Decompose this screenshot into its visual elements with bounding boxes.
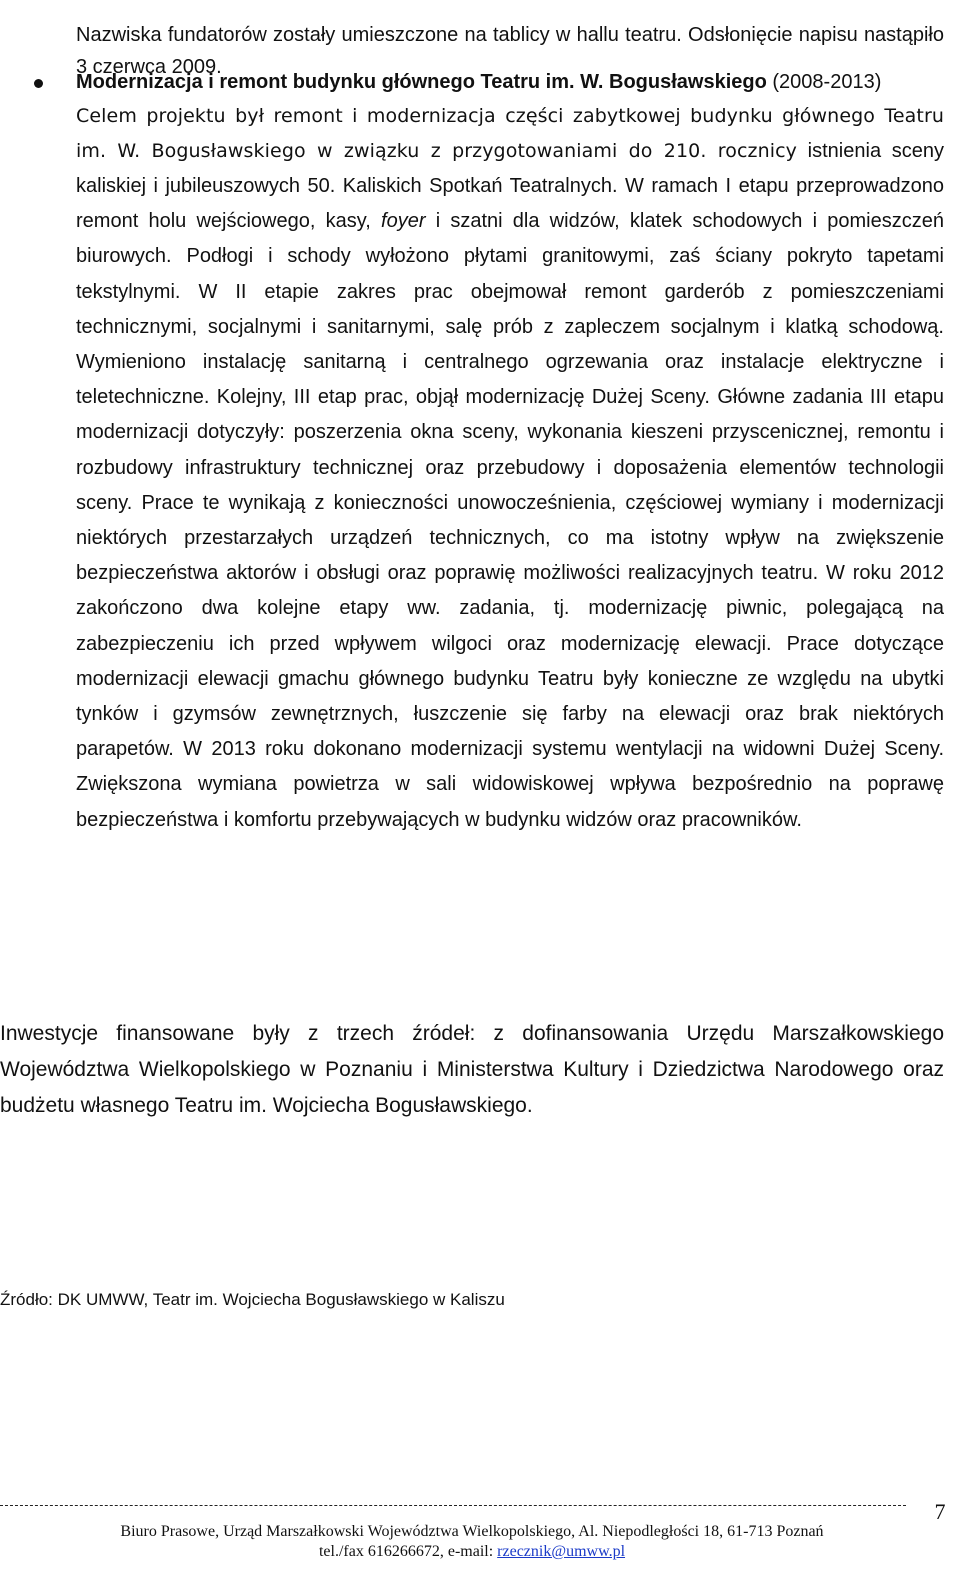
footer-contact — [0, 1542, 944, 1562]
page-number: 7 — [934, 1499, 946, 1524]
footer-email-link[interactable]: rzecznik@umww.pl — [497, 1543, 626, 1560]
footer-contact-label: tel./fax 616266672, e-mail: — [318, 1543, 498, 1560]
bullet-body-part1: istnienia sceny kaliskiej i jubileuszowych 50. Kaliskich Spotkań Teatralnych. W ramach I etapu przeprowadzono remont holu wejściowego, kasy, — [76, 139, 944, 233]
source-note: Źródło: DK UMWW, Teatr im. Wojciecha Bogusławskiego w Kaliszu — [0, 1290, 505, 1309]
bullet-heading-years: (2008-2013) — [766, 71, 882, 93]
bullet-body-intro: Celem projektu był remont i modernizacja części zabytkowej budynku głównego Teatru im. W. Bogusławskiego w związku z przygotowaniami do 210. rocznicy — [76, 104, 944, 162]
investment-paragraph: Inwestycje finansowane były z trzech źródeł: z dofinansowania Urzędu Marszałkowskiego Województwa Wielkopolskiego w Poznaniu i Ministerstwa Kultury i Dziedzictwa Narodowego oraz budżetu własnego Teatru im. Wojciecha Bogusławskiego. — [0, 1022, 944, 1117]
bullet-list-item — [76, 67, 944, 838]
bullet-heading-bold: Modernizacja i remont budynku głównego Teatru im. W. Bogusławskiego — [76, 71, 767, 93]
bullet-body-paragraph — [76, 99, 944, 838]
bullet-body-italic: foyer — [381, 210, 426, 233]
bullet-heading — [76, 67, 944, 99]
bullet-point-icon — [34, 79, 43, 88]
bullet-body-part2: i szatni dla widzów, klatek schodowych i pomieszczeń biurowych. Podłogi i schody wyłożono płytami granitowymi, zaś ściany pokryto tapetami tekstylnymi. W II etapie zakres prac obejmował remont garderób z pomieszczeniami technicznymi, socjalnymi i sanitarnymi, salę prób z zapleczem socjalnym i klatką schodową. Wymieniono instalację sanitarną i centralnego ogrzewania oraz instalacje elektryczne i teletechniczne. Kolejny, III etap prac, objął modernizację Dużej Sceny. Główne zadania III etapu modernizacji dotyczyły: poszerzenia okna sceny, wykonania kieszeni przyscenicznej, remontu i rozbudowy infrastruktury technicznej oraz przebudowy i doposażenia elementów technologii sceny. Prace te wynikają z konieczności unowocześnienia, częściowej wymiany i modernizacji niektórych przestarzałych urządzeń technicznych, co ma istotny wpływ na zwiększenie bezpieczeństwa aktorów i obsługi oraz poprawię możliwości realizacyjnych teatru. W roku 2012 zakończono dwa kolejne etapy ww. zadania, tj. modernizację piwnic, polegającą na zabezpieczeniu ich przed wpływem wilgoci oraz modernizację elewacji. Prace dotyczące modernizacji elewacji gmachu głównego budynku Teatru były konieczne ze względu na ubytki tynków i gzymsów zewnętrznych, łuszczenie się farby na elewacji oraz brak niektórych parapetów. W 2013 roku dokonano modernizacji systemu wentylacji na widowni Dużej Sceny. Zwiększona wymiana powietrza w sali widowiskowej wpływa bezpośrednio na poprawę bezpieczeństwa i komfortu przebywających w budynku widzów oraz pracowników. — [76, 210, 944, 831]
footer-address: Biuro Prasowe, Urząd Marszałkowski Województwa Wielkopolskiego, Al. Niepodległości 18, 61-713 Poznań — [120, 1523, 824, 1540]
continuation-paragraph: Nazwiska fundatorów zostały umieszczone na tablicy w hallu teatru. Odsłonięcie napisu nastąpiło 3 czerwca 2009. — [76, 24, 944, 78]
footer-divider — [0, 1505, 906, 1506]
